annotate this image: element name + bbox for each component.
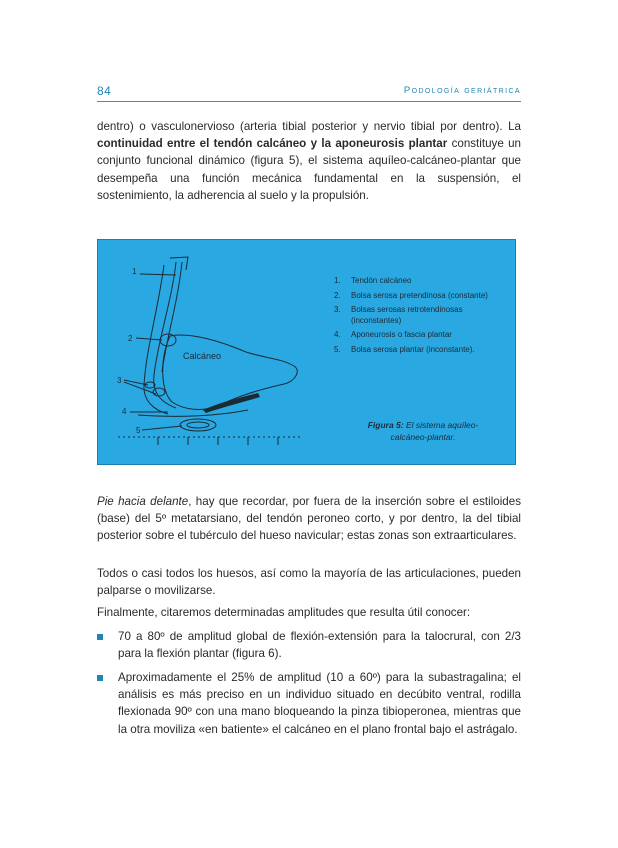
paragraph-forefoot-rest: , hay que recordar, por fuera de la inserción sobre el estiloides (base) del 5º metatarsiano, del tendón peroneo corto, y por dentro, la del tibial posterior sobre el tubérculo del hueso navicular; estas zonas son extraarticulares. [97, 495, 521, 543]
paragraph-intro-bold: continuidad entre el tendón calcáneo y la aponeurosis plantar [97, 137, 448, 151]
figure-caption [353, 420, 493, 443]
list-item-text: 70 a 80º de amplitud global de flexión-extensión para la talocrural, con 2/3 para la flexión plantar (figura 6). [118, 630, 521, 661]
legend-item: 1. Tendón calcáneo [334, 276, 412, 285]
bullet-square-icon [97, 634, 103, 640]
figure-5 [97, 239, 516, 465]
paragraph-intro-part2: constituye un conjunto funcional dinámico (figura 5), el sistema aquíleo-calcáneo-plantar que desempeña una función mecánica fundamental en la suspensión, el sostenimiento, la adherencia al suelo y la propulsión. [97, 137, 521, 202]
calcaneus-label: Calcáneo [183, 351, 222, 361]
marker-5: 5 [136, 426, 141, 435]
marker-3: 3 [117, 376, 122, 385]
paragraph-intro [97, 118, 521, 204]
legend-item: 3. Bolsas serosas retrotendinosas (inconstantes) [334, 305, 463, 325]
page-header [97, 84, 521, 102]
header-rule [97, 101, 521, 102]
legend-item: 5. Bolsa serosa plantar (inconstante). [334, 344, 475, 354]
list-item-text: Aproximadamente el 25% de amplitud (10 a 60º) para la subastragalina; el análisis es más preciso en un individuo situado en decúbito ventral, rodilla flexionada 90º con una mano bloqueando la pinza tibioperonea, mientras que la otra moviliza «en batiente» el calcáneo en el plano frontal bajo el astrágalo. [118, 671, 521, 736]
running-title: Podología geriátrica [403, 85, 521, 96]
paragraph-forefoot-italic: Pie hacia delante [97, 495, 189, 508]
figure-legend [334, 276, 504, 360]
paragraph-intro-part1: dentro) o vasculonervioso (arteria tibial posterior y nervio tibial por dentro). La [97, 120, 521, 133]
marker-2: 2 [128, 334, 133, 343]
paragraph-amplitudes: Finalmente, citaremos determinadas amplitudes que resulta útil conocer: [97, 606, 471, 619]
bullet-square-icon [97, 675, 103, 681]
figure-caption-label: Figura 5: [367, 420, 404, 430]
marker-4: 4 [122, 407, 127, 416]
figure-caption-text: El sistema aquíleo-calcáneo-plantar. [390, 420, 479, 442]
legend-item: 2. Bolsa serosa pretendinosa (constante) [334, 290, 488, 300]
paragraph-palpation: Todos o casi todos los huesos, así como la mayoría de las articulaciones, pueden palparse o movilizarse. [97, 567, 521, 598]
page-number: 84 [97, 84, 112, 98]
marker-1: 1 [132, 267, 137, 276]
legend-item: 4. Aponeurosis o fascia plantar [334, 330, 452, 340]
paragraph-forefoot [97, 493, 521, 545]
